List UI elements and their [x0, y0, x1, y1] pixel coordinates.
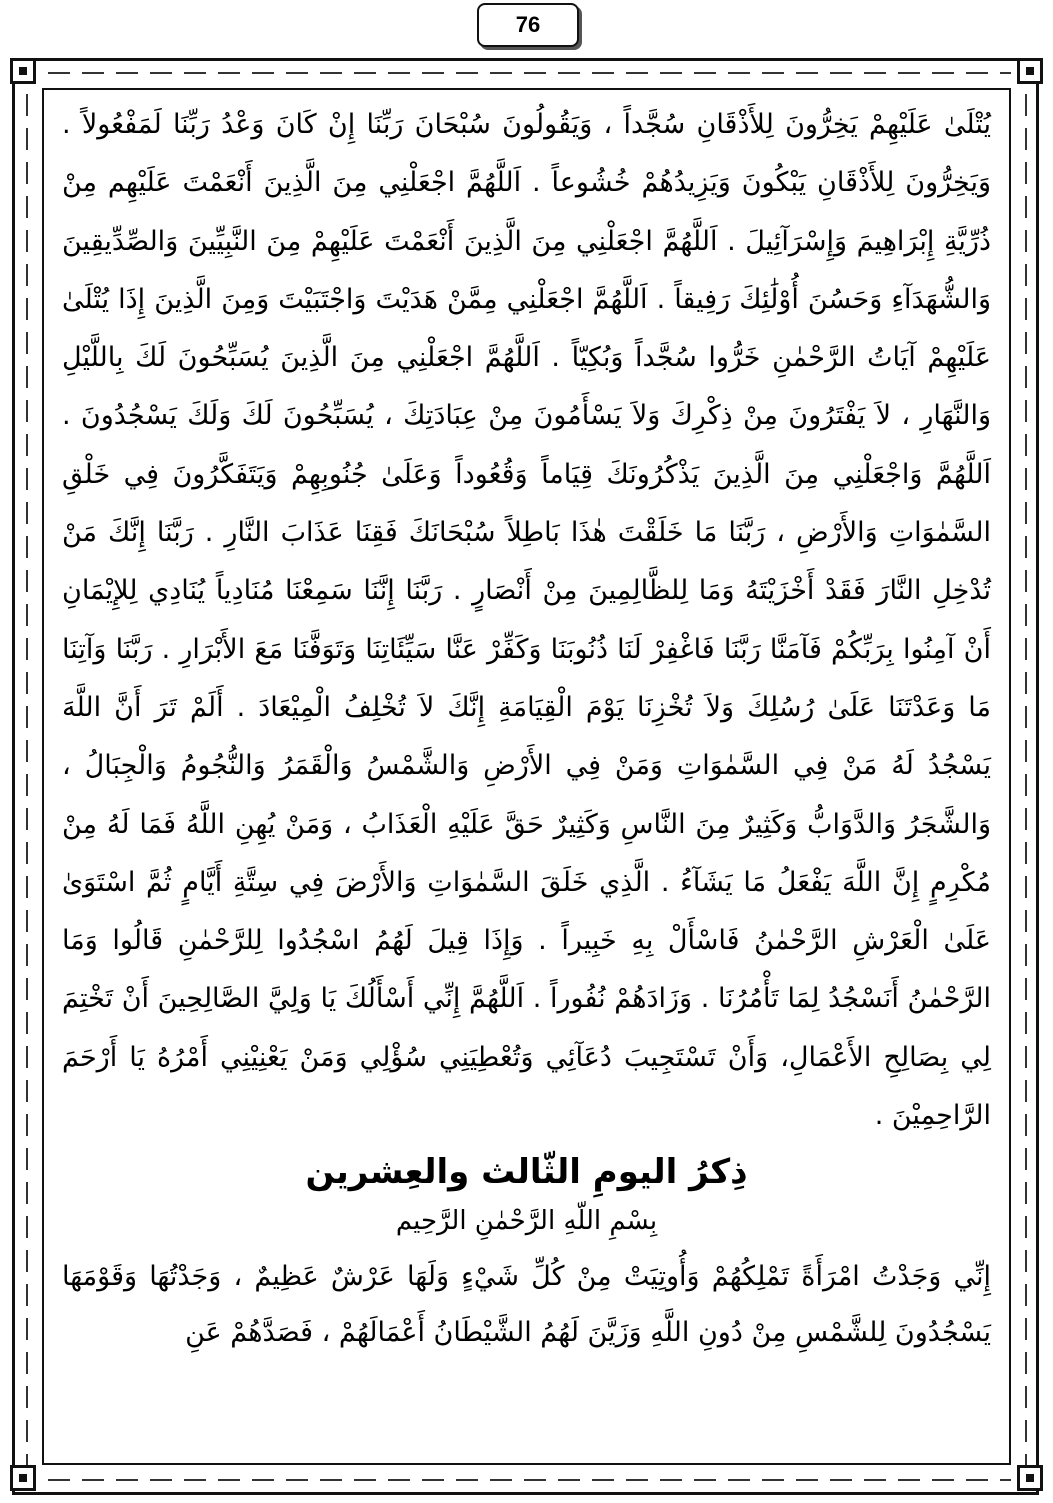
- page-number-text: 76: [515, 12, 541, 37]
- corner-ornament-icon: [1017, 1465, 1043, 1491]
- border-ornament-top: [42, 62, 1011, 84]
- prayer-paragraph: يُتْلَىٰ عَلَيْهِمْ يَخِرُّونَ لِلأَذْقَانِ سُجَّداً ، وَيَقُولُونَ سُبْحَانَ رَبِّنَا إِنْ كَانَ وَعْدُ رَبِّنَا لَمَفْعُولاً . وَيَخِرُّونَ لِلأَذْقَانِ يَبْكُونَ وَيَزِيدُهُمْ خُشُوعاً . اَللَّهُمَّ اجْعَلْنِي مِنَ الَّذِينَ أَنْعَمْتَ عَلَيْهِم مِنْ ذُرِّيَّةِ إِبْرَاهِيمَ وَإِسْرَآئِيلَ . اَللَّهُمَّ اجْعَلْنِي مِنَ الَّذِينَ أَنْعَمْتَ عَلَيْهِمْ مِنَ النَّبِيِّينَ وَالصِّدِّيقِينَ وَالشُّهَدَآءِ وَحَسُنَ أُوْلَٰئِكَ رَفِيقاً . اَللَّهُمَّ اجْعَلْنِي مِمَّنْ هَدَيْتَ وَاجْتَبَيْتَ وَمِنَ الَّذِينَ إِذَا يُتْلَىٰ عَلَيْهِمْ آيَاتُ الرَّحْمٰنِ خَرُّوا سُجَّداً وَبُكِيّاً . اَللَّهُمَّ اجْعَلْنِي مِنَ الَّذِينَ يُسَبِّحُونَ لَكَ بِاللَّيْلِ وَالنَّهَارِ ، لاَ يَفْتَرُونَ مِنْ ذِكْرِكَ وَلاَ يَسْأَمُونَ مِنْ عِبَادَتِكَ ، يُسَبِّحُونَ لَكَ وَلَكَ يَسْجُدُونَ . اَللَّهُمَّ وَاجْعَلْنِي مِنَ الَّذِينَ يَذْكُرُونَكَ قِيَاماً وَقُعُوداً وَعَلَىٰ جُنُوبِهِمْ وَيَتَفَكَّرُونَ فِي خَلْقِ السَّمٰوَاتِ وَالأَرْضِ ، رَبَّنَا مَا خَلَقْتَ هٰذَا بَاطِلاً سُبْحَانَكَ فَقِنَا عَذَابَ النَّارِ . رَبَّنَا إِنَّكَ مَنْ تُدْخِلِ النَّارَ فَقَدْ أَخْزَيْتَهُ وَمَا لِلظَّالِمِينَ مِنْ أَنْصَارٍ . رَبَّنَا إِنَّنَا سَمِعْنَا مُنَادِياً يُنَادِي لِلإِيْمَانِ أَنْ آمِنُوا بِرَبِّكُمْ فَآمَنَّا رَبَّنَا فَاغْفِرْ لَنَا ذُنُوبَنَا وَكَفِّرْ عَنَّا سَيِّئَاتِنَا وَتَوَفَّنَا مَعَ الأَبْرَارِ . رَبَّنَا وَآتِنَا مَا وَعَدْتَنَا عَلَىٰ رُسُلِكَ وَلاَ تُخْزِنَا يَوْمَ الْقِيَامَةِ إِنَّكَ لاَ تُخْلِفُ الْمِيْعَادَ . أَلَمْ تَرَ أَنَّ اللَّهَ يَسْجُدُ لَهُ مَنْ فِي السَّمٰوَاتِ وَمَنْ فِي الأَرْضِ وَالشَّمْسُ وَالْقَمَرُ وَالنُّجُومُ وَالْجِبَالُ ، وَالشَّجَرُ وَالدَّوَابُّ وَكَثِيرٌ مِنَ النَّاسِ وَكَثِيرٌ حَقَّ عَلَيْهِ الْعَذَابُ ، وَمَنْ يُهِنِ اللَّهُ فَمَا لَهُ مِنْ مُكْرِمٍ إِنَّ اللَّهَ يَفْعَلُ مَا يَشَآءُ . الَّذِي خَلَقَ السَّمٰوَاتِ وَالأَرْضَ فِي سِتَّةِ أَيَّامٍ ثُمَّ اسْتَوَىٰ عَلَىٰ الْعَرْشِ الرَّحْمٰنُ فَاسْأَلْ بِهِ خَبِيراً . وَإِذَا قِيلَ لَهُمُ اسْجُدُوا لِلرَّحْمٰنِ قَالُوا وَمَا الرَّحْمٰنُ أَنَسْجُدُ لِمَا تَأْمُرُنَا . وَزَادَهُمْ نُفُوراً . اَللَّهُمَّ إِنِّي أَسْأَلُكَ يَا وَلِيَّ الصَّالِحِينَ أَنْ تَخْتِمَ لِي بِصَالِحِ الأَعْمَالِ، وَأَنْ تَسْتَجِيبَ دُعَآئِي وَتُعْطِيَنِي سُؤْلِي وَمَنْ يَعْنِيْنِي أَمْرُهُ يَا أَرْحَمَ الرَّاحِمِيْنَ .: [62, 109, 991, 1132]
- prayer-paragraph-2: إِنِّي وَجَدْتُ امْرَأَةً تَمْلِكُهُمْ وَأُوتِيَتْ مِنْ كُلِّ شَيْءٍ وَلَهَا عَرْشٌ عَظِيمٌ ، وَجَدْتُهَا وَقَوْمَهَا يَسْجُدُونَ لِلشَّمْسِ مِنْ دُونِ اللَّهِ وَزَيَّنَ لَهُمُ الشَّيْطَانُ أَعْمَالَهُمْ ، فَصَدَّهُمْ عَنِ: [62, 1261, 991, 1349]
- border-ornament-left: [16, 88, 38, 1465]
- page-content: [62, 96, 991, 1361]
- border-ornament-bottom: [42, 1469, 1011, 1491]
- border-ornament-right: [1015, 88, 1037, 1465]
- corner-ornament-icon: [10, 58, 36, 84]
- page-number: [477, 3, 579, 47]
- section-heading: ذِكرُ اليومِ الثّالث والعِشرين: [305, 1152, 748, 1193]
- corner-ornament-icon: [10, 1465, 36, 1491]
- corner-ornament-icon: [1017, 58, 1043, 84]
- basmala: بِسْمِ اللّهِ الرَّحْمٰنِ الرَّحِيم: [395, 1206, 658, 1237]
